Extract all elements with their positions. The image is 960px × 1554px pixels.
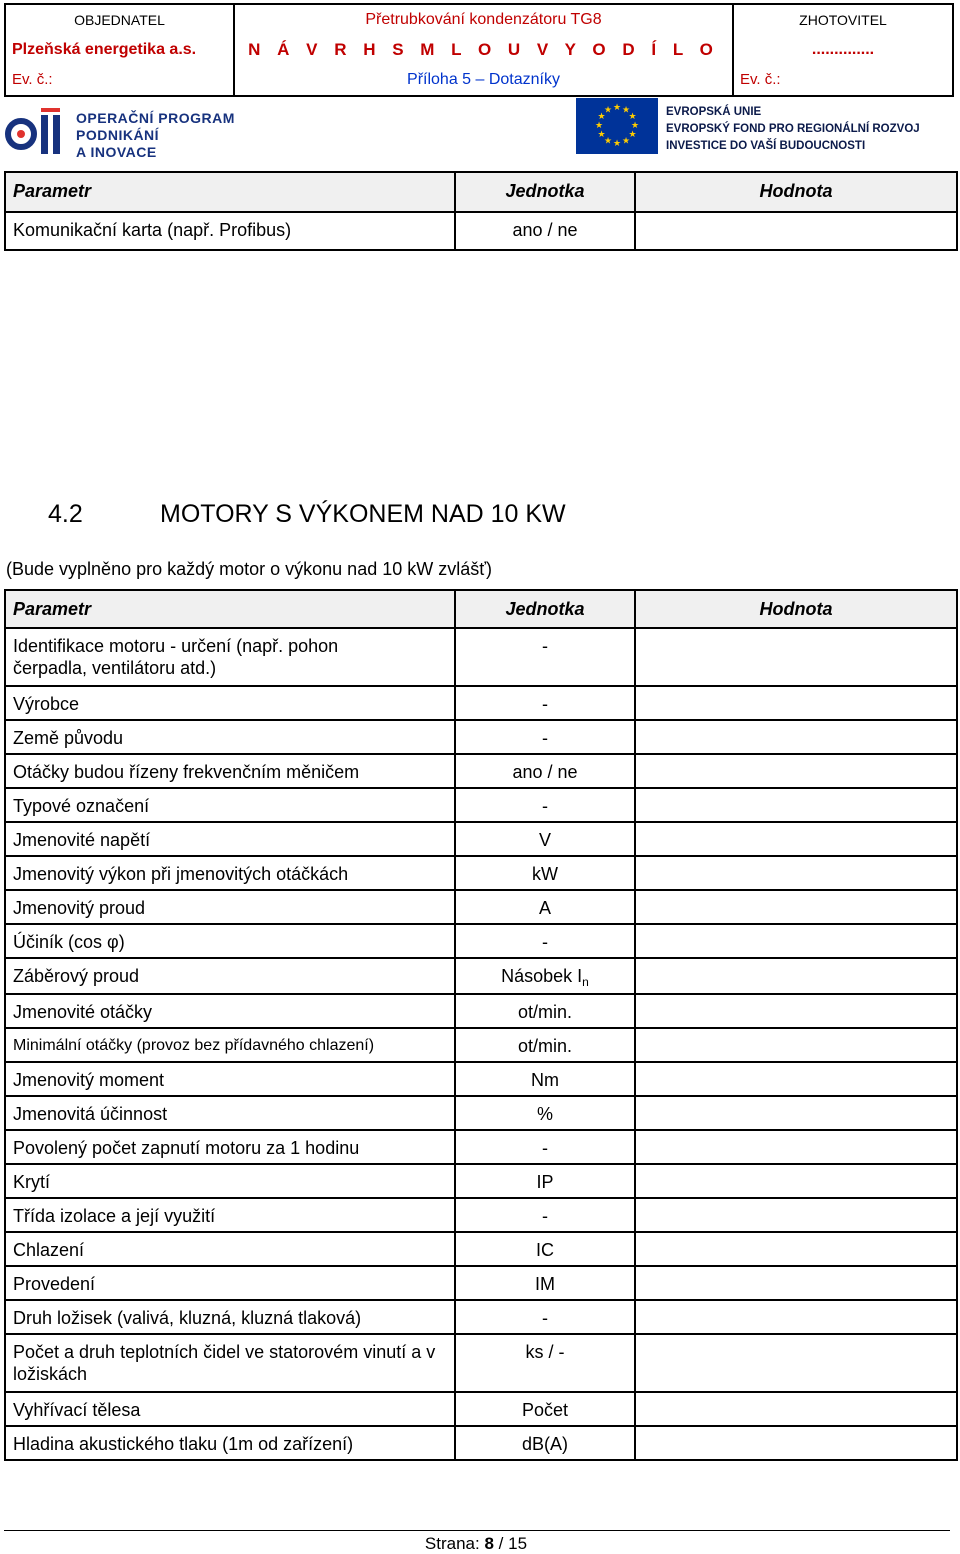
value-cell[interactable] bbox=[635, 856, 957, 890]
param-cell: Druh ložisek (valivá, kluzná, kluzná tlaková) bbox=[5, 1300, 455, 1334]
unit-cell: % bbox=[455, 1096, 635, 1130]
value-cell[interactable] bbox=[635, 822, 957, 856]
unit-cell: IP bbox=[455, 1164, 635, 1198]
client-name: Plzeňská energetika a.s. bbox=[12, 41, 197, 58]
document-header bbox=[4, 3, 954, 97]
table-row bbox=[5, 1028, 957, 1062]
header-hodnota: Hodnota bbox=[635, 590, 957, 628]
svg-text:★: ★ bbox=[630, 121, 640, 131]
table-row bbox=[5, 1426, 957, 1460]
oppik-line-1: OPERAČNÍ PROGRAM bbox=[76, 110, 235, 126]
unit-cell: - bbox=[455, 1130, 635, 1164]
unit-cell: ot/min. bbox=[455, 1028, 635, 1062]
client-ev-label: Ev. č.: bbox=[12, 71, 53, 88]
table-row bbox=[5, 890, 957, 924]
table-row bbox=[5, 1392, 957, 1426]
value-cell[interactable] bbox=[635, 890, 957, 924]
svg-text:★: ★ bbox=[612, 103, 622, 113]
client-cell bbox=[5, 4, 234, 96]
table-row bbox=[5, 1266, 957, 1300]
param-cell: Jmenovité napětí bbox=[5, 822, 455, 856]
param-cell: Otáčky budou řízeny frekvenčním měničem bbox=[5, 754, 455, 788]
table-row bbox=[5, 1062, 957, 1096]
value-cell[interactable] bbox=[635, 1096, 957, 1130]
value-cell[interactable] bbox=[635, 754, 957, 788]
svg-text:★: ★ bbox=[603, 105, 613, 116]
svg-text:★: ★ bbox=[597, 112, 606, 122]
unit-cell: Počet bbox=[455, 1392, 635, 1426]
value-cell[interactable] bbox=[635, 1426, 957, 1460]
param-cell: Komunikační karta (např. Profibus) bbox=[5, 212, 455, 250]
value-cell[interactable] bbox=[635, 788, 957, 822]
unit-cell: - bbox=[455, 628, 635, 686]
unit-subscript: n bbox=[582, 975, 589, 989]
document-type: N Á V R H S M L O U V Y O D Í L O bbox=[248, 40, 719, 59]
param-cell: Výrobce bbox=[5, 686, 455, 720]
table-header-row bbox=[5, 590, 957, 628]
value-cell[interactable] bbox=[635, 1266, 957, 1300]
svg-text:★: ★ bbox=[597, 130, 606, 140]
table-row bbox=[5, 686, 957, 720]
unit-cell: ks / - bbox=[455, 1334, 635, 1392]
value-cell[interactable] bbox=[635, 1164, 957, 1198]
table-row bbox=[5, 1096, 957, 1130]
client-label: OBJEDNATEL bbox=[74, 12, 165, 28]
oppik-logo bbox=[4, 104, 264, 162]
eu-flag-icon bbox=[576, 98, 658, 154]
param-cell: Jmenovitý moment bbox=[5, 1062, 455, 1096]
unit-text: Násobek I bbox=[501, 966, 583, 986]
value-cell[interactable] bbox=[635, 1232, 957, 1266]
eu-logo bbox=[576, 98, 920, 156]
value-cell[interactable] bbox=[635, 1198, 957, 1232]
table-row bbox=[5, 628, 957, 686]
oppik-text bbox=[76, 110, 235, 161]
unit-cell: V bbox=[455, 822, 635, 856]
oppik-line-3: A INOVACE bbox=[76, 144, 157, 160]
contractor-ev-label: Ev. č.: bbox=[740, 71, 781, 88]
unit-cell: ano / ne bbox=[455, 212, 635, 250]
unit-cell: Nm bbox=[455, 1062, 635, 1096]
unit-cell: - bbox=[455, 924, 635, 958]
motor-parameters-table bbox=[4, 589, 958, 1461]
eu-line-3: INVESTICE DO VAŠÍ BUDOUCNOSTI bbox=[666, 140, 866, 152]
table-row bbox=[5, 788, 957, 822]
value-cell[interactable] bbox=[635, 1334, 957, 1392]
table-row bbox=[5, 822, 957, 856]
table-row bbox=[5, 924, 957, 958]
svg-text:★: ★ bbox=[628, 130, 637, 140]
page-label: Strana: bbox=[424, 1534, 480, 1553]
section-note: (Bude vyplněno pro každý motor o výkonu nad 10 kW zvlášť) bbox=[6, 559, 492, 579]
header-jednotka: Jednotka bbox=[455, 172, 635, 212]
unit-cell: ano / ne bbox=[455, 754, 635, 788]
unit-cell: - bbox=[455, 686, 635, 720]
unit-cell: - bbox=[455, 720, 635, 754]
table-row bbox=[5, 1130, 957, 1164]
value-cell[interactable] bbox=[635, 924, 957, 958]
svg-text:★: ★ bbox=[612, 139, 622, 149]
value-cell[interactable] bbox=[635, 1130, 957, 1164]
param-cell: Krytí bbox=[5, 1164, 455, 1198]
param-cell: Provedení bbox=[5, 1266, 455, 1300]
value-cell[interactable] bbox=[635, 212, 957, 250]
contractor-cell bbox=[733, 4, 953, 96]
project-cell bbox=[234, 4, 733, 96]
unit-cell: - bbox=[455, 1300, 635, 1334]
value-cell[interactable] bbox=[635, 958, 957, 994]
value-cell[interactable] bbox=[635, 686, 957, 720]
param-cell: Jmenovité otáčky bbox=[5, 994, 455, 1028]
header-jednotka: Jednotka bbox=[455, 590, 635, 628]
unit-cell: ot/min. bbox=[455, 994, 635, 1028]
table-row bbox=[5, 958, 957, 994]
contractor-label: ZHOTOVITEL bbox=[799, 12, 887, 28]
svg-text:★: ★ bbox=[628, 112, 637, 122]
page-footer bbox=[0, 1534, 952, 1554]
table-row bbox=[5, 1334, 957, 1392]
page-total: 15 bbox=[508, 1534, 528, 1553]
param-cell: Třída izolace a její využití bbox=[5, 1198, 455, 1232]
table-row bbox=[5, 1300, 957, 1334]
page-separator: / bbox=[498, 1534, 504, 1553]
param-cell: Záběrový proud bbox=[5, 958, 455, 994]
param-cell: Jmenovitý výkon při jmenovitých otáčkách bbox=[5, 856, 455, 890]
value-cell[interactable] bbox=[635, 994, 957, 1028]
table-row bbox=[5, 212, 957, 250]
table-row bbox=[5, 720, 957, 754]
page-current: 8 bbox=[484, 1534, 494, 1553]
value-cell[interactable] bbox=[635, 1392, 957, 1426]
section-number: 4.2 bbox=[48, 500, 83, 528]
oppik-line-2: PODNIKÁNÍ bbox=[76, 127, 160, 143]
param-cell: Jmenovitá účinnost bbox=[5, 1096, 455, 1130]
value-cell[interactable] bbox=[635, 628, 957, 686]
param-cell: Identifikace motoru - určení (např. pohon čerpadla, ventilátoru atd.) bbox=[5, 628, 455, 686]
eu-line-1: EVROPSKÁ UNIE bbox=[666, 106, 762, 118]
communication-table bbox=[4, 171, 958, 251]
attachment-title: Příloha 5 – Dotazníky bbox=[407, 71, 560, 88]
oppik-emblem-icon bbox=[4, 104, 66, 162]
eu-line-2: EVROPSKÝ FOND PRO REGIONÁLNÍ ROZVOJ bbox=[666, 123, 920, 135]
param-cell: Hladina akustického tlaku (1m od zařízení) bbox=[5, 1426, 455, 1460]
unit-cell: - bbox=[455, 1198, 635, 1232]
unit-cell: kW bbox=[455, 856, 635, 890]
header-parametr: Parametr bbox=[5, 590, 455, 628]
value-cell[interactable] bbox=[635, 720, 957, 754]
param-cell: Počet a druh teplotních čidel ve statorovém vinutí a v ložiskách bbox=[5, 1334, 455, 1392]
project-title: Přetrubkování kondenzátoru TG8 bbox=[365, 11, 602, 28]
contractor-name: .............. bbox=[811, 41, 875, 58]
unit-cell: dB(A) bbox=[455, 1426, 635, 1460]
footer-divider bbox=[4, 1530, 950, 1531]
svg-text:★: ★ bbox=[621, 105, 631, 116]
param-cell: Minimální otáčky (provoz bez přídavného chlazení) bbox=[5, 1028, 455, 1062]
section-title: MOTORY S VÝKONEM NAD 10 KW bbox=[160, 500, 566, 528]
value-cell[interactable] bbox=[635, 1028, 957, 1062]
unit-cell: IM bbox=[455, 1266, 635, 1300]
param-cell: Jmenovitý proud bbox=[5, 890, 455, 924]
table-header-row bbox=[5, 172, 957, 212]
section-heading bbox=[48, 500, 566, 529]
table-row bbox=[5, 754, 957, 788]
table-row bbox=[5, 994, 957, 1028]
unit-cell: IC bbox=[455, 1232, 635, 1266]
param-cell: Vyhřívací tělesa bbox=[5, 1392, 455, 1426]
param-cell: Typové označení bbox=[5, 788, 455, 822]
table-row bbox=[5, 1198, 957, 1232]
svg-text:★: ★ bbox=[603, 136, 613, 147]
value-cell[interactable] bbox=[635, 1300, 957, 1334]
table-row bbox=[5, 1232, 957, 1266]
param-cell: Účiník (cos φ) bbox=[5, 924, 455, 958]
value-cell[interactable] bbox=[635, 1062, 957, 1096]
unit-cell: - bbox=[455, 788, 635, 822]
eu-text bbox=[666, 104, 920, 155]
param-cell: Země původu bbox=[5, 720, 455, 754]
svg-text:★: ★ bbox=[594, 121, 604, 131]
param-cell: Povolený počet zapnutí motoru za 1 hodinu bbox=[5, 1130, 455, 1164]
unit-cell: A bbox=[455, 890, 635, 924]
table-row bbox=[5, 856, 957, 890]
table-row bbox=[5, 1164, 957, 1198]
header-hodnota: Hodnota bbox=[635, 172, 957, 212]
param-cell: Chlazení bbox=[5, 1232, 455, 1266]
unit-cell bbox=[455, 958, 635, 994]
svg-text:★: ★ bbox=[621, 136, 631, 147]
header-parametr: Parametr bbox=[5, 172, 455, 212]
